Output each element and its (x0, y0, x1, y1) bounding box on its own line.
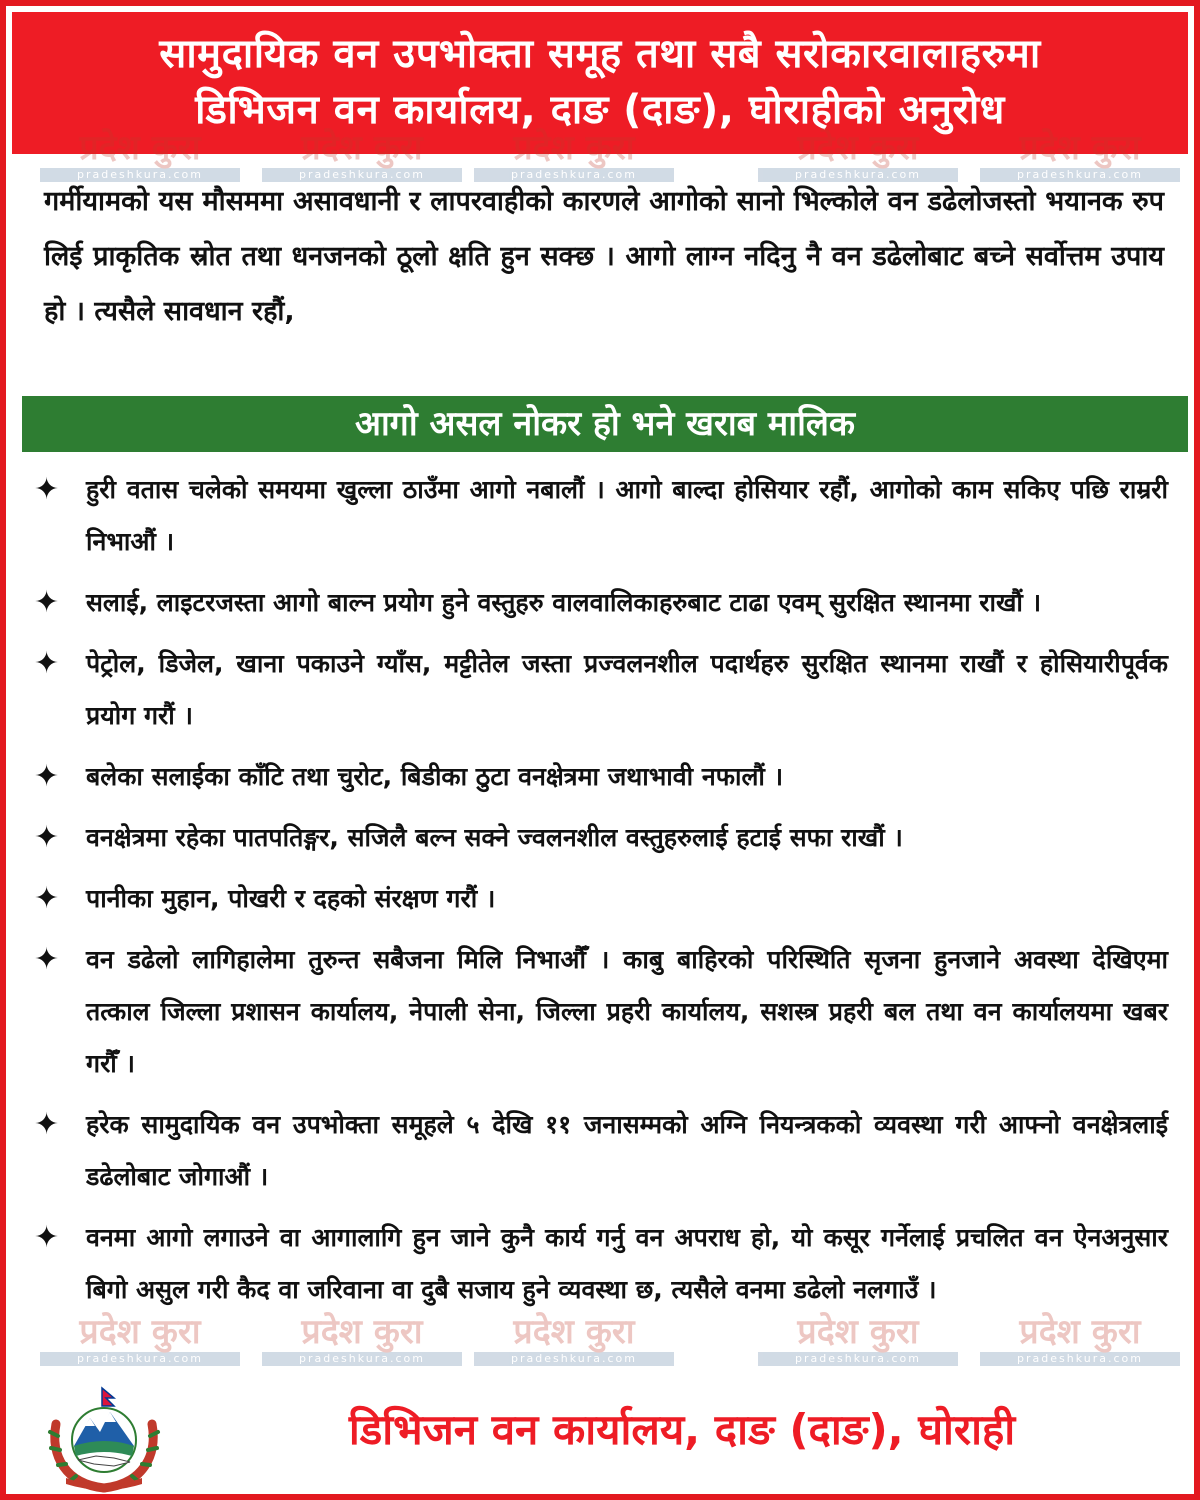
watermark-name: प्रदेश कुरा (301, 128, 423, 168)
four-point-star-icon: ✦ (34, 942, 60, 977)
watermark-name: प्रदेश कुरा (1019, 128, 1141, 168)
four-point-star-icon: ✦ (34, 881, 60, 916)
four-point-star-icon: ✦ (34, 585, 60, 620)
safety-point (28, 751, 1168, 803)
safety-point-text: पेट्रोल, डिजेल, खाना पकाउने ग्याँस, मट्टीतेल जस्ता प्रज्वलनशील पदार्थहरु सुरक्षित स्थानमा राखौं र होसियारीपूर्वक प्रयोग गरौं । (86, 649, 1168, 730)
watermark-name: प्रदेश कुरा (797, 128, 919, 168)
safety-point-text: सलाई, लाइटरजस्ता आगो बाल्न प्रयोग हुने वस्तुहरु वालवालिकाहरुबाट टाढा एवम् सुरक्षित स्थानमा राखौं । (86, 588, 1042, 617)
watermark-url: pradeshkura.com (40, 1352, 240, 1366)
nepal-emblem-icon (44, 1384, 164, 1494)
four-point-star-icon: ✦ (34, 1107, 60, 1142)
header-title-line-2: डिभिजन वन कार्यालय, दाङ (दाङ), घोराहीको अनुरोध (195, 87, 1005, 133)
safety-point-text: वनमा आगो लगाउने वा आगालागि हुन जाने कुनै कार्य गर्नु वन अपराध हो, यो कसूर गर्नेलाई प्रचलित वन ऐनअनुसार बिगो असुल गरी कैद वा जरिवाना वा दुबै सजाय हुने व्यवस्था छ, त्यसैले वनमा डढेलो नलगाउँ । (86, 1223, 1168, 1304)
four-point-star-icon: ✦ (34, 759, 60, 794)
safety-point-text: वन डढेलो लागिहालेमा तुरुन्त सबैजना मिलि निभाऔँ । काबु बाहिरको परिस्थिति सृजना हुनजाने अवस्था देखिएमा तत्काल जिल्ला प्रशासन कार्यालय, नेपाली सेना, जिल्ला प्रहरी कार्यालय, सशस्त्र प्रहरी बल तथा वन कार्यालयमा खबर गरौँ । (86, 945, 1168, 1078)
safety-point-text: हुरी वतास चलेको समयमा खुल्ला ठाउँमा आगो नबालौं । आगो बाल्दा होसियार रहौं, आगोको काम सकिए पछि राम्ररी निभाऔं । (86, 475, 1168, 556)
watermark-url: pradeshkura.com (262, 168, 462, 182)
watermark-name: प्रदेश कुरा (513, 128, 635, 168)
four-point-star-icon: ✦ (34, 472, 60, 507)
watermark-url: pradeshkura.com (758, 1352, 958, 1366)
watermark-name: प्रदेश कुरा (79, 128, 201, 168)
safety-point (28, 638, 1168, 742)
watermark-name: प्रदेश कुरा (79, 1312, 201, 1352)
safety-point-text: पानीका मुहान, पोखरी र दहको संरक्षण गरौं । (86, 884, 496, 913)
safety-points-list (28, 464, 1168, 1325)
watermark-url: pradeshkura.com (474, 168, 674, 182)
watermark-url: pradeshkura.com (758, 168, 958, 182)
safety-point (28, 1212, 1168, 1316)
safety-point (28, 464, 1168, 568)
watermark-url: pradeshkura.com (474, 1352, 674, 1366)
four-point-star-icon: ✦ (34, 1220, 60, 1255)
footer (12, 1376, 1188, 1494)
slogan-banner: आगो असल नोकर हो भने खराब मालिक (22, 396, 1188, 452)
intro-paragraph: गर्मीयामको यस मौसममा असावधानी र लापरवाहीको कारणले आगोको सानो भिल्कोले वन डढेलोजस्तो भयानक रुप लिई प्राकृतिक स्रोत तथा धनजनको ठूलो क्षति हुन सक्छ । आगो लाग्न नदिनु नै वन डढेलोबाट बच्ने सर्वोत्तम उपाय हो । त्यसैले सावधान रहौं, (44, 186, 1164, 327)
watermark-name: प्रदेश कुरा (513, 1312, 635, 1352)
watermark-url: pradeshkura.com (262, 1352, 462, 1366)
safety-point (28, 812, 1168, 864)
watermark-url: pradeshkura.com (40, 168, 240, 182)
safety-point-text: वनक्षेत्रमा रहेका पातपतिङ्गर, सजिलै बल्न सक्ने ज्वलनशील वस्तुहरुलाई हटाई सफा राखौं । (86, 823, 903, 852)
watermark-name: प्रदेश कुरा (797, 1312, 919, 1352)
header-banner (12, 12, 1188, 154)
footer-office-name: डिभिजन वन कार्यालय, दाङ (दाङ), घोराही (348, 1405, 1016, 1454)
safety-point (28, 934, 1168, 1090)
safety-point-text: हरेक सामुदायिक वन उपभोक्ता समूहले ५ देखि ११ जनासम्मको अग्नि नियन्त्रकको व्यवस्था गरी आफ्नो वनक्षेत्रलाई डढेलोबाट जोगाऔं । (86, 1110, 1168, 1191)
watermark-url: pradeshkura.com (980, 1352, 1180, 1366)
safety-point (28, 873, 1168, 925)
safety-point (28, 1099, 1168, 1203)
safety-point-text: बलेका सलाईका काँटि तथा चुरोट, बिडीका ठुटा वनक्षेत्रमा जथाभावी नफालौं । (86, 762, 784, 791)
watermark-name: प्रदेश कुरा (1019, 1312, 1141, 1352)
four-point-star-icon: ✦ (34, 646, 60, 681)
header-title-line-1: सामुदायिक वन उपभोक्ता समूह तथा सबै सरोकारवालाहरुमा (159, 31, 1041, 77)
safety-point (28, 577, 1168, 629)
four-point-star-icon: ✦ (34, 820, 60, 855)
watermark-url: pradeshkura.com (980, 168, 1180, 182)
watermark-name: प्रदेश कुरा (301, 1312, 423, 1352)
